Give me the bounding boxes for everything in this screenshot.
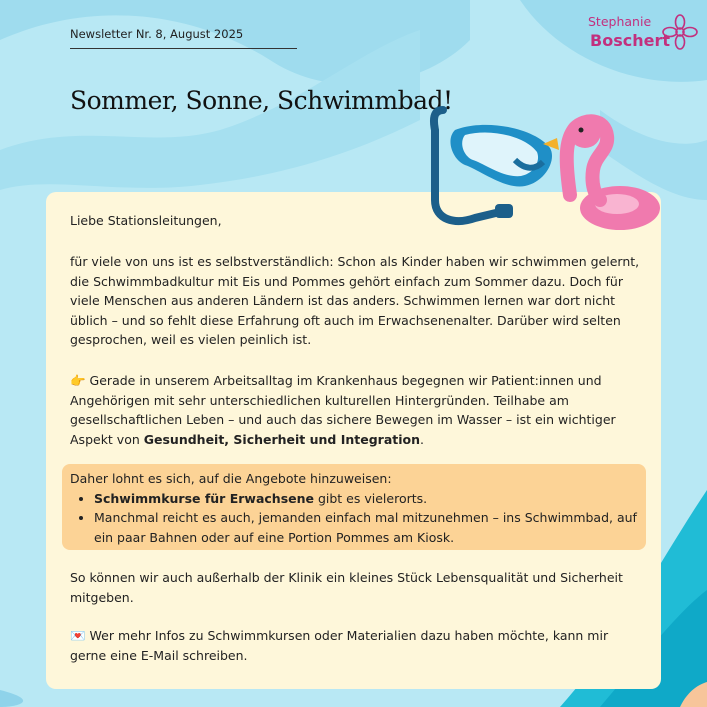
header-divider — [70, 48, 297, 49]
brand-last-name: Boschert — [590, 31, 670, 50]
pointing-hand-icon: 👉 — [70, 373, 86, 388]
brand-first-name: Stephanie — [588, 14, 652, 29]
list-item: • Manchmal reicht es auch, jemanden einfach mal mitzunehmen – ins Schwimmbad, auf ein paar Bahnen oder auf eine Portion Pommes am Kiosk. — [94, 508, 640, 547]
paragraph-hospital-emphasis: Gesundheit, Sicherheit und Integration — [143, 431, 421, 447]
list-item-emphasis: Schwimmkurse für Erwachsene — [94, 490, 314, 506]
highlight-content — [70, 469, 640, 547]
highlight-intro: Daher lohnt es sich, auf die Angebote hinzuweisen: — [70, 471, 392, 486]
love-letter-icon: 💌 — [70, 628, 86, 643]
brand-logo — [588, 14, 700, 58]
paragraph-contact-text: Wer mehr Infos zu Schwimmkursen oder Materialien dazu haben möchte, kann mir gerne eine E-Mail schreiben. — [70, 628, 609, 663]
page-title: Sommer, Sonne, Schwimmbad! — [70, 86, 453, 115]
paragraph-hospital-text: Gerade in unserem Arbeitsalltag im Krankenhaus begegnen wir Patient:innen und Angehörigen mit sehr unterschiedlichen kulturellen Hintergründen. Teilhabe am gesellschaftlichen Leben – und auch das sichere Bewegen im Wasser – ist ein wichtiger Aspekt von — [70, 373, 616, 447]
paragraph-intro: für viele von uns ist es selbstverständlich: Schon als Kinder haben wir schwimmen gelernt, die Schwimmbadkultur mit Eis und Pommes gehört einfach zum Sommer dazu. Doch für viele Menschen aus anderen Ländern ist das anders. Schwimmen lernen war dort nicht üblich – und so fehlt diese Erfahrung oft auch im Erwachsenenalter. Darüber wird selten gesprochen, weil es vielen peinlich ist. — [70, 254, 640, 347]
newsletter-issue: Newsletter Nr. 8, August 2025 — [70, 27, 244, 41]
offer-list — [70, 489, 640, 548]
paragraph-hospital — [70, 371, 640, 449]
paragraph-hospital-end: . — [420, 431, 425, 447]
paragraph-contact — [70, 626, 640, 665]
greeting: Liebe Stationsleitungen, — [70, 213, 222, 228]
paragraph-quality: So können wir auch außerhalb der Klinik ein kleines Stück Lebensqualität und Sicherheit mitgeben. — [70, 570, 623, 605]
list-item — [94, 489, 640, 509]
flower-icon — [662, 14, 698, 50]
list-item-text: gibt es vielerorts. — [313, 490, 428, 506]
